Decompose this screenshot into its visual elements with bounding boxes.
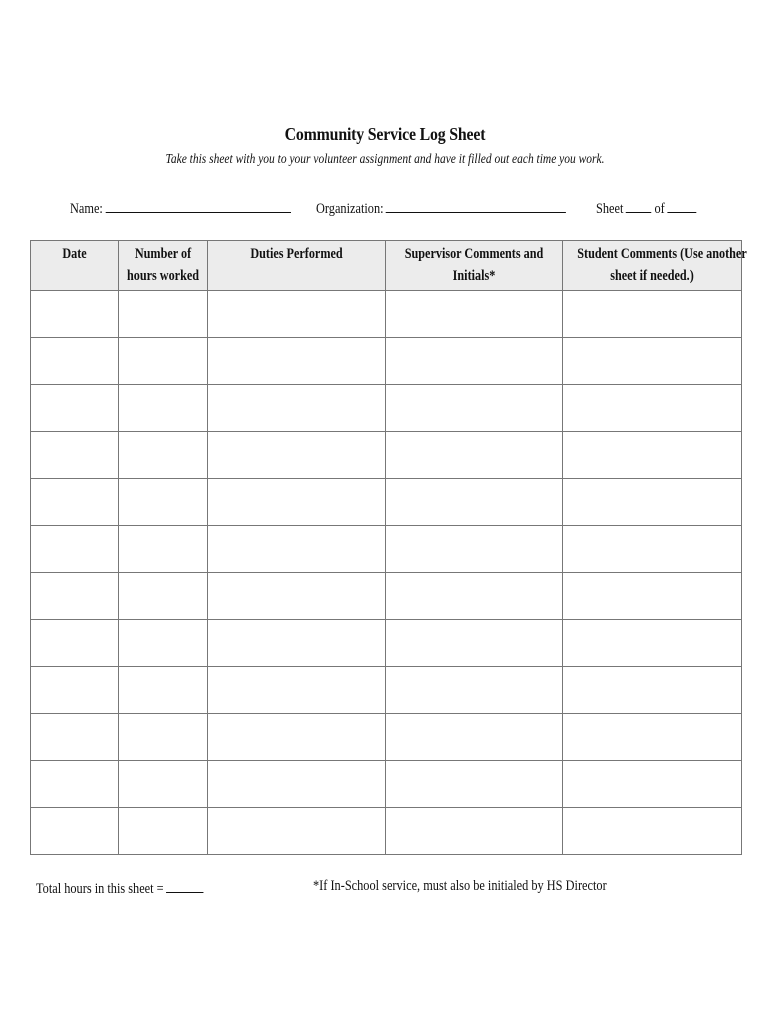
column-header-line: Supervisor Comments and <box>404 246 544 262</box>
of-label: of <box>654 201 665 217</box>
name-blank-line[interactable] <box>105 198 290 213</box>
table-row <box>31 338 742 385</box>
column-header-line: hours worked <box>126 268 200 284</box>
column-header-line: Student Comments (Use another <box>577 246 747 262</box>
organization-field[interactable] <box>316 198 566 218</box>
cell-date[interactable] <box>31 667 119 714</box>
column-header-student-comments <box>563 241 747 291</box>
cell-student-comments[interactable] <box>563 714 742 761</box>
sheet-label: Sheet <box>596 201 624 217</box>
cell-student-comments[interactable] <box>563 479 742 526</box>
cell-supervisor-comments[interactable] <box>386 714 563 761</box>
cell-duties-performed[interactable] <box>208 714 386 761</box>
cell-duties-performed[interactable] <box>208 432 386 479</box>
cell-hours-worked[interactable] <box>119 526 208 573</box>
cell-duties-performed[interactable] <box>208 526 386 573</box>
sheet-total-blank-line[interactable] <box>667 198 696 213</box>
cell-hours-worked[interactable] <box>119 385 208 432</box>
cell-date[interactable] <box>31 573 119 620</box>
cell-hours-worked[interactable] <box>119 573 208 620</box>
cell-student-comments[interactable] <box>563 620 742 667</box>
table-header-row <box>31 241 742 291</box>
cell-hours-worked[interactable] <box>119 808 208 855</box>
cell-supervisor-comments[interactable] <box>386 479 563 526</box>
cell-student-comments[interactable] <box>563 385 742 432</box>
page-subtitle: Take this sheet with you to your volunteer assignment and have it filled out each time you work. <box>165 152 605 167</box>
cell-supervisor-comments[interactable] <box>386 620 563 667</box>
cell-student-comments[interactable] <box>563 338 742 385</box>
table-row <box>31 620 742 667</box>
column-header-date <box>31 241 119 291</box>
cell-supervisor-comments[interactable] <box>386 808 563 855</box>
cell-date[interactable] <box>31 432 119 479</box>
cell-hours-worked[interactable] <box>119 761 208 808</box>
cell-supervisor-comments[interactable] <box>386 432 563 479</box>
cell-duties-performed[interactable] <box>208 385 386 432</box>
header-fields <box>0 198 770 220</box>
cell-duties-performed[interactable] <box>208 338 386 385</box>
cell-date[interactable] <box>31 714 119 761</box>
cell-date[interactable] <box>31 620 119 667</box>
cell-duties-performed[interactable] <box>208 761 386 808</box>
table-row <box>31 714 742 761</box>
page-title: Community Service Log Sheet <box>284 124 486 144</box>
cell-student-comments[interactable] <box>563 761 742 808</box>
cell-date[interactable] <box>31 385 119 432</box>
column-header-line: Initials* <box>452 268 496 284</box>
name-field[interactable] <box>70 198 291 218</box>
cell-student-comments[interactable] <box>563 526 742 573</box>
cell-date[interactable] <box>31 526 119 573</box>
cell-date[interactable] <box>31 808 119 855</box>
cell-duties-performed[interactable] <box>208 620 386 667</box>
table-body <box>31 291 742 855</box>
cell-hours-worked[interactable] <box>119 291 208 338</box>
column-header-line: Duties Performed <box>250 246 343 262</box>
organization-blank-line[interactable] <box>386 198 566 213</box>
cell-hours-worked[interactable] <box>119 479 208 526</box>
cell-supervisor-comments[interactable] <box>386 526 563 573</box>
cell-date[interactable] <box>31 761 119 808</box>
cell-hours-worked[interactable] <box>119 338 208 385</box>
sheet-number-blank-line[interactable] <box>626 198 652 213</box>
cell-duties-performed[interactable] <box>208 479 386 526</box>
cell-student-comments[interactable] <box>563 291 742 338</box>
column-header-line: Date <box>62 246 87 262</box>
cell-supervisor-comments[interactable] <box>386 385 563 432</box>
cell-date[interactable] <box>31 291 119 338</box>
table-row <box>31 385 742 432</box>
table-row <box>31 808 742 855</box>
table-row <box>31 667 742 714</box>
organization-label: Organization: <box>316 201 384 217</box>
cell-hours-worked[interactable] <box>119 714 208 761</box>
table-row <box>31 526 742 573</box>
total-hours-field[interactable] <box>36 878 204 898</box>
cell-date[interactable] <box>31 479 119 526</box>
table-row <box>31 291 742 338</box>
cell-hours-worked[interactable] <box>119 620 208 667</box>
cell-student-comments[interactable] <box>563 667 742 714</box>
table-row <box>31 432 742 479</box>
cell-date[interactable] <box>31 338 119 385</box>
column-header-supervisor-comments <box>386 241 563 291</box>
name-label: Name: <box>70 201 103 217</box>
cell-supervisor-comments[interactable] <box>386 667 563 714</box>
log-table <box>30 240 747 855</box>
in-school-note: *If In-School service, must also be initialed by HS Director <box>313 878 607 894</box>
table-row <box>31 761 742 808</box>
total-hours-blank-line[interactable] <box>166 878 203 893</box>
cell-duties-performed[interactable] <box>208 808 386 855</box>
cell-duties-performed[interactable] <box>208 667 386 714</box>
cell-duties-performed[interactable] <box>208 291 386 338</box>
table-row <box>31 479 742 526</box>
cell-supervisor-comments[interactable] <box>386 338 563 385</box>
sheet-field[interactable] <box>596 198 696 218</box>
cell-student-comments[interactable] <box>563 432 742 479</box>
cell-student-comments[interactable] <box>563 808 742 855</box>
cell-supervisor-comments[interactable] <box>386 291 563 338</box>
column-header-line: Number of <box>134 246 192 262</box>
cell-student-comments[interactable] <box>563 573 742 620</box>
column-header-hours-worked <box>119 241 208 291</box>
table-row <box>31 573 742 620</box>
total-hours-label: Total hours in this sheet = <box>36 881 164 897</box>
cell-supervisor-comments[interactable] <box>386 761 563 808</box>
cell-hours-worked[interactable] <box>119 432 208 479</box>
cell-hours-worked[interactable] <box>119 667 208 714</box>
cell-duties-performed[interactable] <box>208 573 386 620</box>
cell-supervisor-comments[interactable] <box>386 573 563 620</box>
column-header-line: sheet if needed.) <box>610 268 694 284</box>
column-header-duties-performed <box>208 241 386 291</box>
